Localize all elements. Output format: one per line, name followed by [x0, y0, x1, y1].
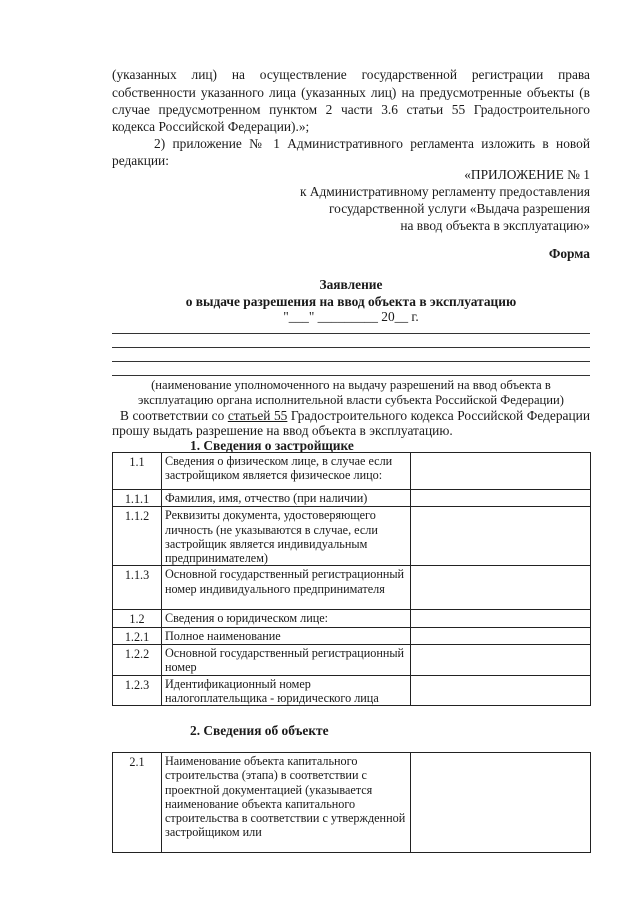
row-value-field[interactable] — [411, 490, 591, 507]
authority-blank-line-2 — [112, 347, 590, 348]
row-label: Наименование объекта капитального строительства (этапа) в соответствии с проектной документацией (указывается наименование объекта капитального строительства в соответствии с утвержденной застройщиком или — [162, 753, 411, 853]
row-number: 1.2.3 — [113, 675, 162, 706]
row-number: 1.2.1 — [113, 627, 162, 644]
row-value-field[interactable] — [411, 453, 591, 490]
intro-line-3: случае предусмотренном пунктом 2 части 3.6 статьи 55 Градостроительного — [112, 102, 590, 117]
intro-line-4: кодекса Российской Федерации).»; — [112, 119, 310, 134]
row-number: 1.1.2 — [113, 507, 162, 566]
row-value-field[interactable] — [411, 507, 591, 566]
appendix-line-3: государственной услуги «Выдача разрешения — [329, 201, 590, 216]
appendix-line-1: «ПРИЛОЖЕНИЕ № 1 — [464, 167, 590, 182]
row-number: 1.1.3 — [113, 566, 162, 610]
form-label: Форма — [548, 246, 590, 261]
row-number: 1.1 — [113, 453, 162, 490]
appendix-line-4: на ввод объекта в эксплуатацию» — [400, 218, 590, 233]
authority-note-line-2: эксплуатацию органа исполнительной власти субъекта Российской Федерации) — [138, 393, 564, 407]
table-row — [113, 645, 591, 676]
title-date: "___" _________ 20__ г. — [283, 309, 419, 324]
row-label: Основной государственный регистрационный номер индивидуального предпринимателя — [162, 566, 411, 610]
appendix-line-2: к Административному регламенту предоставления — [299, 184, 590, 199]
row-number: 1.2.2 — [113, 645, 162, 676]
row-value-field[interactable] — [411, 610, 591, 627]
section2-heading: 2. Сведения об объекте — [190, 723, 329, 738]
row-value-field[interactable] — [411, 566, 591, 610]
authority-blank-line-4 — [112, 375, 590, 376]
table-row — [113, 453, 591, 490]
row-value-field[interactable] — [411, 675, 591, 706]
intro-line-2: собственности указанного лица (указанных лиц) на предусмотренные объекты (в — [112, 85, 590, 100]
title-line-2: о выдаче разрешения на ввод объекта в эксплуатацию — [185, 294, 517, 309]
request-line-2: прошу выдать разрешение на ввод объекта в эксплуатацию. — [112, 423, 453, 438]
row-label: Полное наименование — [162, 627, 411, 644]
table-row — [113, 675, 591, 706]
intro-line-1: (указанных лиц) на осуществление государственной регистрации права — [112, 67, 590, 82]
intro-line-5: 2) приложение № 1 Административного регламента изложить в новой — [154, 136, 590, 151]
row-value-field[interactable] — [411, 627, 591, 644]
table-row — [113, 490, 591, 507]
section1-heading: 1. Сведения о застройщике — [190, 438, 354, 453]
authority-blank-line-1 — [112, 333, 590, 334]
table-row — [113, 753, 591, 853]
row-number: 1.2 — [113, 610, 162, 627]
authority-note-line-1: (наименование уполномоченного на выдачу разрешений на ввод объекта в — [151, 378, 551, 392]
row-value-field[interactable] — [411, 753, 591, 853]
intro-line-6: редакции: — [112, 153, 169, 168]
row-label: Сведения о физическом лице, в случае если застройщиком является физическое лицо: — [162, 453, 411, 490]
row-label: Идентификационный номер налогоплательщика - юридического лица — [162, 675, 411, 706]
row-number: 1.1.1 — [113, 490, 162, 507]
request-suffix: Градостроительного кодекса Российской Федерации — [290, 408, 590, 423]
table-row — [113, 610, 591, 627]
row-label: Фамилия, имя, отчество (при наличии) — [162, 490, 411, 507]
applicant-table — [112, 452, 591, 706]
article-55-link[interactable]: статьей 55 — [227, 408, 288, 423]
row-value-field[interactable] — [411, 645, 591, 676]
table-row — [113, 566, 591, 610]
object-table — [112, 752, 591, 853]
authority-blank-line-3 — [112, 361, 590, 362]
row-label: Реквизиты документа, удостоверяющего личность (не указываются в случае, если застройщик является индивидуальным предпринимателем) — [162, 507, 411, 566]
row-number: 2.1 — [113, 753, 162, 853]
title-line-1: Заявление — [319, 277, 383, 292]
request-prefix: В соответствии со — [120, 408, 225, 423]
row-label: Сведения о юридическом лице: — [162, 610, 411, 627]
table-row — [113, 507, 591, 566]
row-label: Основной государственный регистрационный номер — [162, 645, 411, 676]
table-row — [113, 627, 591, 644]
